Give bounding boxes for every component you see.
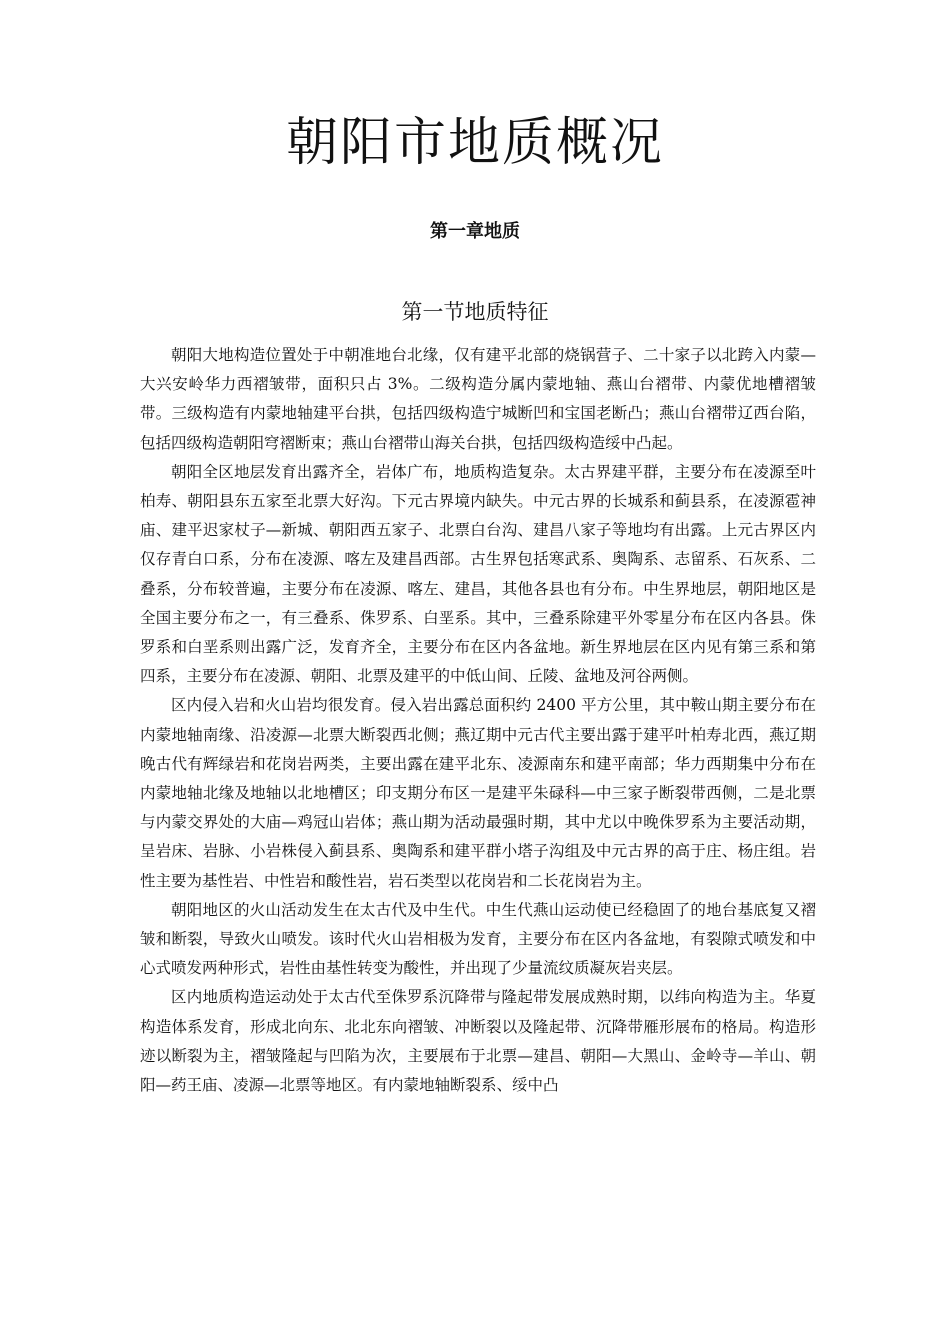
chapter-heading: 第一章地质 bbox=[430, 221, 520, 242]
document-body bbox=[140, 341, 816, 1100]
paragraph-intrusive-rocks: 区内侵入岩和火山岩均很发育。侵入岩出露总面积约 2400 平方公里，其中鞍山期主要分布在内蒙地轴南缘、沿凌源—北票大断裂西北侧；燕辽期中元古代主要出露于建平叶柏寿北西，燕辽期晚古代有辉绿岩和花岗岩两类，主要出露在建平北东、凌源南东和建平南部；华力西期集中分布在内蒙地轴北缘及地轴以北地槽区；印支期分布区一是建平朱碌科—中三家子断裂带西侧，二是北票与内蒙交界处的大庙—鸡冠山岩体；燕山期为活动最强时期，其中尤以中晚侏罗系为主要活动期，呈岩床、岩脉、小岩株侵入蓟县系、奥陶系和建平群小塔子沟组及中元古界的高于庄、杨庄组。岩性主要为基性岩、中性岩和酸性岩，岩石类型以花岗岩和二长花岗岩为主。 bbox=[140, 696, 816, 890]
paragraph-strata: 朝阳全区地层发育出露齐全，岩体广布，地质构造复杂。太古界建平群，主要分布在凌源至叶柏寿、朝阳县东五家至北票大好沟。下元古界境内缺失。中元古界的长城系和蓟县系，在凌源雹神庙、建平迟家杖子—新城、朝阳西五家子、北票白台沟、建昌八家子等地均有出露。上元古界区内仅存青白口系，分布在凌源、喀左及建昌西部。古生界包括寒武系、奥陶系、志留系、石灰系、二叠系，分布较普遍，主要分布在凌源、喀左、建昌，其他各县也有分布。中生界地层，朝阳地区是全国主要分布之一，有三叠系、侏罗系、白垩系。其中，三叠系除建平外零星分布在区内各县。侏罗系和白垩系则出露广泛，发育齐全，主要分布在区内各盆地。新生界地层在区内见有第三系和第四系，主要分布在凌源、朝阳、北票及建平的中低山间、丘陵、盆地及河谷两侧。 bbox=[140, 462, 816, 686]
paragraph-tectonic-movement: 区内地质构造运动处于太古代至侏罗系沉降带与隆起带发展成熟时期，以纬向构造为主。华夏构造体系发育，形成北向东、北北东向褶皱、冲断裂以及隆起带、沉降带雁形展布的格局。构造形迹以断裂为主，褶皱隆起与凹陷为次，主要展布于北票—建昌、朝阳—大黑山、金岭寺—羊山、朝阳—药王庙、凌源—北票等地区。有内蒙地轴断裂系、绥中凸 bbox=[140, 988, 816, 1095]
paragraph-volcanic-activity: 朝阳地区的火山活动发生在太古代及中生代。中生代燕山运动使已经稳固了的地台基底复又褶皱和断裂，导致火山喷发。该时代火山岩相极为发育，主要分布在区内各盆地，有裂隙式喷发和中心式喷发两种形式，岩性由基性转变为酸性，并出现了少量流纹质凝灰岩夹层。 bbox=[140, 900, 816, 978]
section-heading: 第一节地质特征 bbox=[401, 300, 549, 324]
paragraph-tectonic-position: 朝阳大地构造位置处于中朝准地台北缘，仅有建平北部的烧锅营子、二十家子以北跨入内蒙—大兴安岭华力西褶皱带，面积只占 3%。二级构造分属内蒙地轴、燕山台褶带、内蒙优地槽褶皱带。三级构造有内蒙地轴建平台拱，包括四级构造宁城断凹和宝国老断凸；燕山台褶带辽西台陷，包括四级构造朝阳穹褶断束；燕山台褶带山海关台拱，包括四级构造绥中凸起。 bbox=[140, 346, 816, 452]
document-title: 朝阳市地质概况 bbox=[285, 113, 664, 173]
